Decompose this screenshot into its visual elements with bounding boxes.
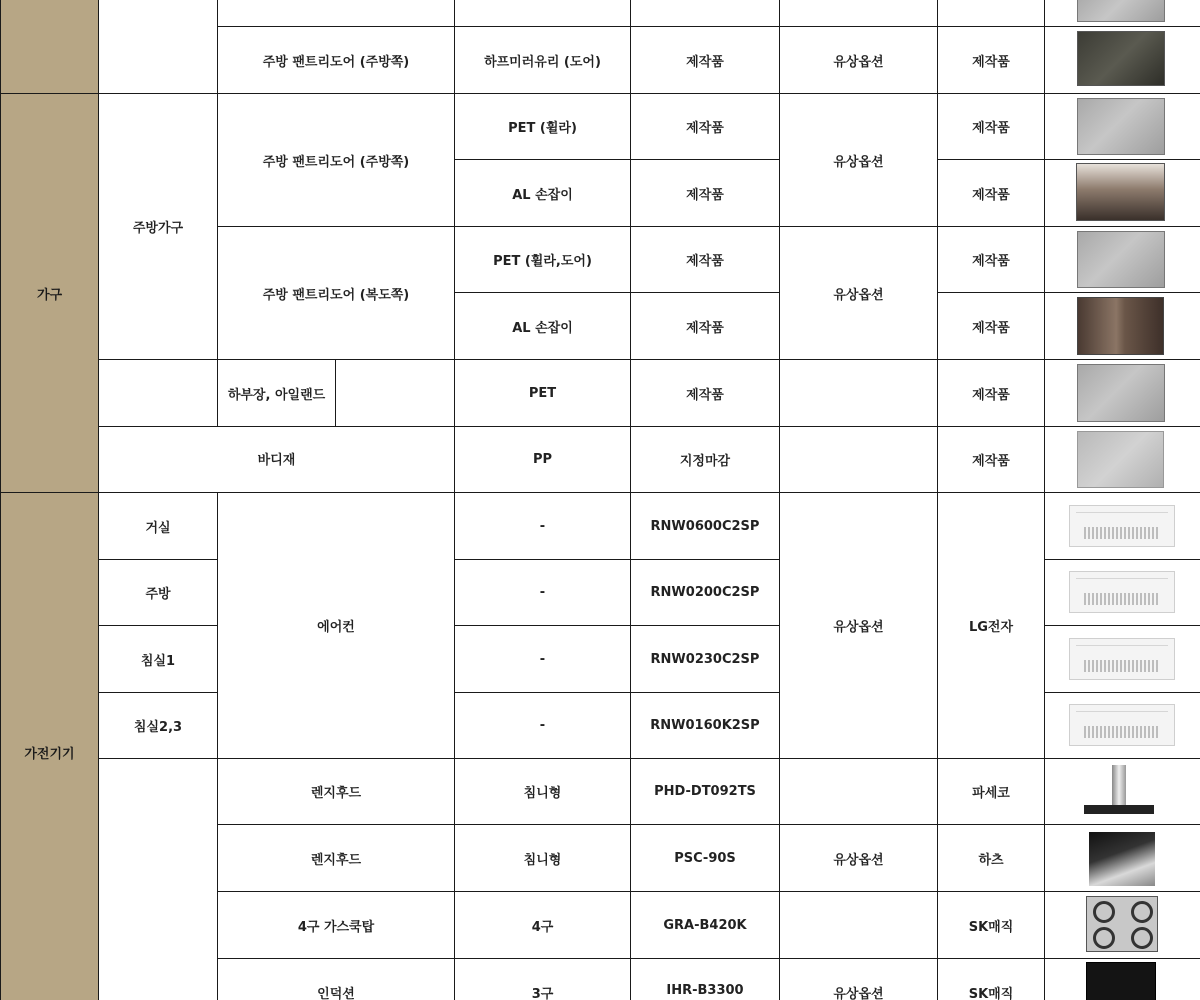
- maker-cell: 하츠: [937, 824, 1045, 892]
- material-cell: PP: [454, 426, 631, 493]
- mirror-glass-swatch: [1077, 31, 1165, 86]
- model-cell: PHD-DT092TS: [630, 758, 780, 825]
- maker-cell: 제작품: [937, 292, 1045, 360]
- gas-cooktop-icon: [1086, 896, 1158, 952]
- maker-cell: 제작품: [937, 159, 1045, 227]
- model-cell: 제작품: [630, 93, 780, 160]
- appliance-name-cell: 4구 가스쿡탑: [217, 891, 455, 959]
- option-cell: 유상옵션: [779, 492, 938, 759]
- model-cell: RNW0600C2SP: [630, 492, 780, 560]
- ceiling-aircon-icon: [1069, 571, 1175, 613]
- model-cell: PSC-90S: [630, 824, 780, 892]
- silver-swatch: [1077, 231, 1165, 288]
- model-cell: RNW0230C2SP: [630, 625, 780, 693]
- material-cell: PET (휠라): [454, 93, 631, 160]
- aircon-name-cell: 에어컨: [217, 492, 455, 759]
- model-cell: 제작품: [630, 159, 780, 227]
- type-cell: -: [454, 692, 631, 759]
- silver-swatch: [1077, 98, 1165, 155]
- option-cell-empty: [779, 758, 938, 825]
- range-hood-icon: [1084, 765, 1154, 817]
- maker-cell: 제작품: [937, 93, 1045, 160]
- model-cell: GRA-B420K: [630, 891, 780, 959]
- type-cell: -: [454, 492, 631, 560]
- appliance-name-cell: 인덕션: [217, 958, 455, 1000]
- silver-swatch: [1077, 364, 1165, 422]
- room-cell: 침실1: [98, 625, 218, 693]
- type-cell: 침니형: [454, 758, 631, 825]
- ceiling-aircon-icon: [1069, 505, 1175, 547]
- silver-swatch: [1077, 0, 1165, 22]
- part-cell: 주방 팬트리도어 (복도쪽): [217, 226, 455, 360]
- option-cell: 유상옵션: [779, 26, 938, 94]
- maker-cell: 제작품: [937, 426, 1045, 493]
- maker-cell: LG전자: [937, 492, 1045, 759]
- part-cell: 주방 팬트리도어 (주방쪽): [217, 26, 455, 94]
- option-cell-empty: [779, 891, 938, 959]
- category-appliances: 가전기기: [0, 492, 99, 1000]
- material-cell: PET (휠라,도어): [454, 226, 631, 293]
- range-hood-icon: [1089, 832, 1155, 886]
- row-prev-model: [630, 0, 780, 27]
- maker-cell: 제작품: [937, 26, 1045, 94]
- maker-cell: SK매직: [937, 958, 1045, 1000]
- ceiling-aircon-icon: [1069, 704, 1175, 746]
- maker-cell: 제작품: [937, 226, 1045, 293]
- part-detail-empty: [335, 359, 455, 427]
- type-cell: 3구: [454, 958, 631, 1000]
- row-prev-part: [217, 0, 455, 27]
- appliance-name-cell: 렌지후드: [217, 824, 455, 892]
- row-prev-material: [454, 0, 631, 27]
- subgroup-cell-top: [98, 0, 218, 94]
- part-cell: 주방 팬트리도어 (주방쪽): [217, 93, 455, 227]
- type-cell: 4구: [454, 891, 631, 959]
- subgroup-empty: [98, 359, 218, 427]
- type-cell: -: [454, 625, 631, 693]
- interior-photo: [1076, 163, 1165, 221]
- subgroup-empty: [98, 758, 218, 1000]
- maker-cell: 파세코: [937, 758, 1045, 825]
- part-cell: 바디재: [98, 426, 455, 493]
- type-cell: 침니형: [454, 824, 631, 892]
- option-cell: 유상옵션: [779, 93, 938, 227]
- material-cell: AL 손잡이: [454, 292, 631, 360]
- option-cell: 유상옵션: [779, 824, 938, 892]
- subgroup-kitchen-furniture: 주방가구: [98, 93, 218, 360]
- part-cell: 하부장, 아일랜드: [217, 359, 336, 427]
- row-prev-maker: [937, 0, 1045, 27]
- appliance-name-cell: 렌지후드: [217, 758, 455, 825]
- model-cell: RNW0160K2SP: [630, 692, 780, 759]
- model-cell: RNW0200C2SP: [630, 559, 780, 626]
- option-cell-empty: [779, 426, 938, 493]
- row-prev-option: [779, 0, 938, 27]
- ceiling-aircon-icon: [1069, 638, 1175, 680]
- maker-cell: 제작품: [937, 359, 1045, 427]
- induction-cooktop-icon: [1086, 962, 1156, 1000]
- maker-cell: SK매직: [937, 891, 1045, 959]
- room-cell: 거실: [98, 492, 218, 560]
- category-furniture: 가구: [0, 93, 99, 493]
- model-cell: 제작품: [630, 226, 780, 293]
- option-cell: 유상옵션: [779, 226, 938, 360]
- category-cell-top: [0, 0, 99, 94]
- model-cell: 제작품: [630, 292, 780, 360]
- silver-swatch: [1077, 431, 1164, 488]
- model-cell: IHR-B3300: [630, 958, 780, 1000]
- material-cell: 하프미러유리 (도어): [454, 26, 631, 94]
- option-cell-empty: [779, 359, 938, 427]
- material-cell: PET: [454, 359, 631, 427]
- option-cell: 유상옵션: [779, 958, 938, 1000]
- model-cell: 지정마감: [630, 426, 780, 493]
- room-cell: 침실2,3: [98, 692, 218, 759]
- room-cell: 주방: [98, 559, 218, 626]
- model-cell: 제작품: [630, 359, 780, 427]
- bronze-swatch: [1077, 297, 1164, 355]
- material-cell: AL 손잡이: [454, 159, 631, 227]
- model-cell: 제작품: [630, 26, 780, 94]
- type-cell: -: [454, 559, 631, 626]
